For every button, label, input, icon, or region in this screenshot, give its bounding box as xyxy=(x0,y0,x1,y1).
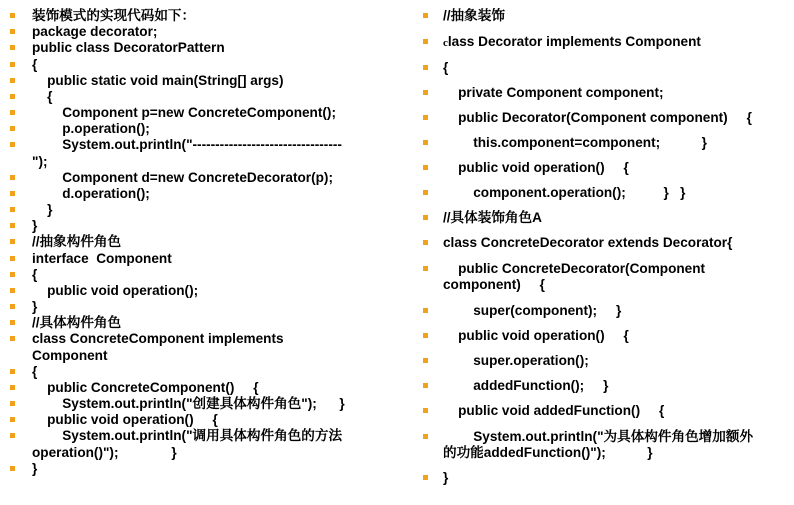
bullet-square-icon xyxy=(423,215,428,220)
bullet-square-icon xyxy=(10,304,15,309)
bullet-square-icon xyxy=(10,385,15,390)
left-code-text: } xyxy=(32,461,38,476)
bullet-square-icon xyxy=(423,266,428,271)
left-code-text: Component xyxy=(32,348,108,363)
right-code-text: { xyxy=(443,60,449,75)
bullet-square-icon xyxy=(10,417,15,422)
right-code-text: public void addedFunction() { xyxy=(443,403,665,418)
left-code-text: d.operation(); xyxy=(32,186,150,201)
right-code-text: //具体装饰角色A xyxy=(443,210,542,225)
bullet-square-icon xyxy=(423,190,428,195)
bullet-square-icon xyxy=(10,401,15,406)
right-code-text: } xyxy=(443,470,449,485)
left-code-text: package decorator; xyxy=(32,24,158,39)
left-code-text: { xyxy=(32,267,38,282)
bullet-square-icon xyxy=(10,272,15,277)
bullet-square-icon xyxy=(10,142,15,147)
right-code-text: public ConcreteDecorator(Component xyxy=(443,261,706,276)
left-code-text: Component p=new ConcreteComponent(); xyxy=(32,105,336,120)
bullet-square-icon xyxy=(10,256,15,261)
left-code-text: p.operation(); xyxy=(32,121,150,136)
bullet-square-icon xyxy=(423,115,428,120)
bullet-square-icon xyxy=(423,65,428,70)
right-code-text: public Decorator(Component component) { xyxy=(443,110,752,125)
left-code-text: public ConcreteComponent() { xyxy=(32,380,259,395)
bullet-square-icon xyxy=(423,333,428,338)
bullet-square-icon xyxy=(10,223,15,228)
right-code-text: addedFunction(); } xyxy=(443,378,609,393)
left-code-text: } xyxy=(32,218,38,233)
right-code-text: super.operation(); xyxy=(443,353,589,368)
bullet-square-icon xyxy=(10,29,15,34)
bullet-square-icon xyxy=(423,140,428,145)
bullet-square-icon xyxy=(423,475,428,480)
left-code-text: interface Component xyxy=(32,251,172,266)
left-code-text: public class DecoratorPattern xyxy=(32,40,225,55)
bullet-square-icon xyxy=(10,320,15,325)
right-code-text: public void operation() { xyxy=(443,328,629,343)
bullet-square-icon xyxy=(10,126,15,131)
bullet-square-icon xyxy=(10,110,15,115)
bullet-square-icon xyxy=(10,13,15,18)
bullet-square-icon xyxy=(10,175,15,180)
bullet-square-icon xyxy=(423,383,428,388)
bullet-square-icon xyxy=(10,45,15,50)
left-code-text: 装饰模式的实现代码如下： xyxy=(32,8,196,23)
left-code-text: operation()"); } xyxy=(32,445,177,460)
left-code-text: { xyxy=(32,89,53,104)
left-code-text: class ConcreteComponent implements xyxy=(32,331,284,346)
left-code-text: public void operation() { xyxy=(32,412,218,427)
bullet-square-icon xyxy=(10,288,15,293)
bullet-square-icon xyxy=(423,434,428,439)
left-code-text: public static void main(String[] args) xyxy=(32,73,284,88)
left-code-text: "); xyxy=(32,154,48,169)
left-code-text: System.out.println("--------------------------------- xyxy=(32,137,342,152)
bullet-square-icon xyxy=(10,369,15,374)
bullet-square-icon xyxy=(423,408,428,413)
bullet-square-icon xyxy=(10,94,15,99)
bullet-square-icon xyxy=(10,207,15,212)
right-code-text: //抽象装饰 xyxy=(443,8,505,23)
left-code-text: //具体构件角色 xyxy=(32,315,122,330)
left-code-text: public void operation(); xyxy=(32,283,199,298)
left-code-text: } xyxy=(32,202,53,217)
left-code-text: { xyxy=(32,364,38,379)
left-code-text: { xyxy=(32,57,38,72)
bullet-square-icon xyxy=(423,39,428,44)
bullet-square-icon xyxy=(10,336,15,341)
bullet-square-icon xyxy=(423,308,428,313)
right-code-text: private Component component; xyxy=(443,85,664,100)
bullet-square-icon xyxy=(10,239,15,244)
left-code-text: //抽象构件角色 xyxy=(32,234,122,249)
right-code-text: component.operation(); } } xyxy=(443,185,686,200)
left-code-text: System.out.println("创建具体构件角色"); } xyxy=(32,396,345,411)
right-code-text: public void operation() { xyxy=(443,160,629,175)
bullet-square-icon xyxy=(423,90,428,95)
right-code-text: class ConcreteDecorator extends Decorator{ xyxy=(443,235,733,250)
bullet-square-icon xyxy=(10,466,15,471)
right-code-text: System.out.println("为具体构件角色增加额外 xyxy=(443,429,754,444)
bullet-square-icon xyxy=(423,240,428,245)
right-code-text: 的功能addedFunction()"); } xyxy=(443,445,653,460)
left-code-text: Component d=new ConcreteDecorator(p); xyxy=(32,170,333,185)
right-code-text: this.component=component; } xyxy=(443,135,707,150)
bullet-square-icon xyxy=(423,165,428,170)
right-code-text: component) { xyxy=(443,277,545,292)
bullet-square-icon xyxy=(423,358,428,363)
bullet-square-icon xyxy=(10,62,15,67)
bullet-square-icon xyxy=(10,78,15,83)
bullet-square-icon xyxy=(10,191,15,196)
right-code-text: class Decorator implements Component xyxy=(443,34,701,49)
left-code-text: System.out.println("调用具体构件角色的方法 xyxy=(32,428,343,443)
bullet-square-icon xyxy=(10,433,15,438)
right-code-text: super(component); } xyxy=(443,303,622,318)
bullet-square-icon xyxy=(423,13,428,18)
left-code-text: } xyxy=(32,299,38,314)
